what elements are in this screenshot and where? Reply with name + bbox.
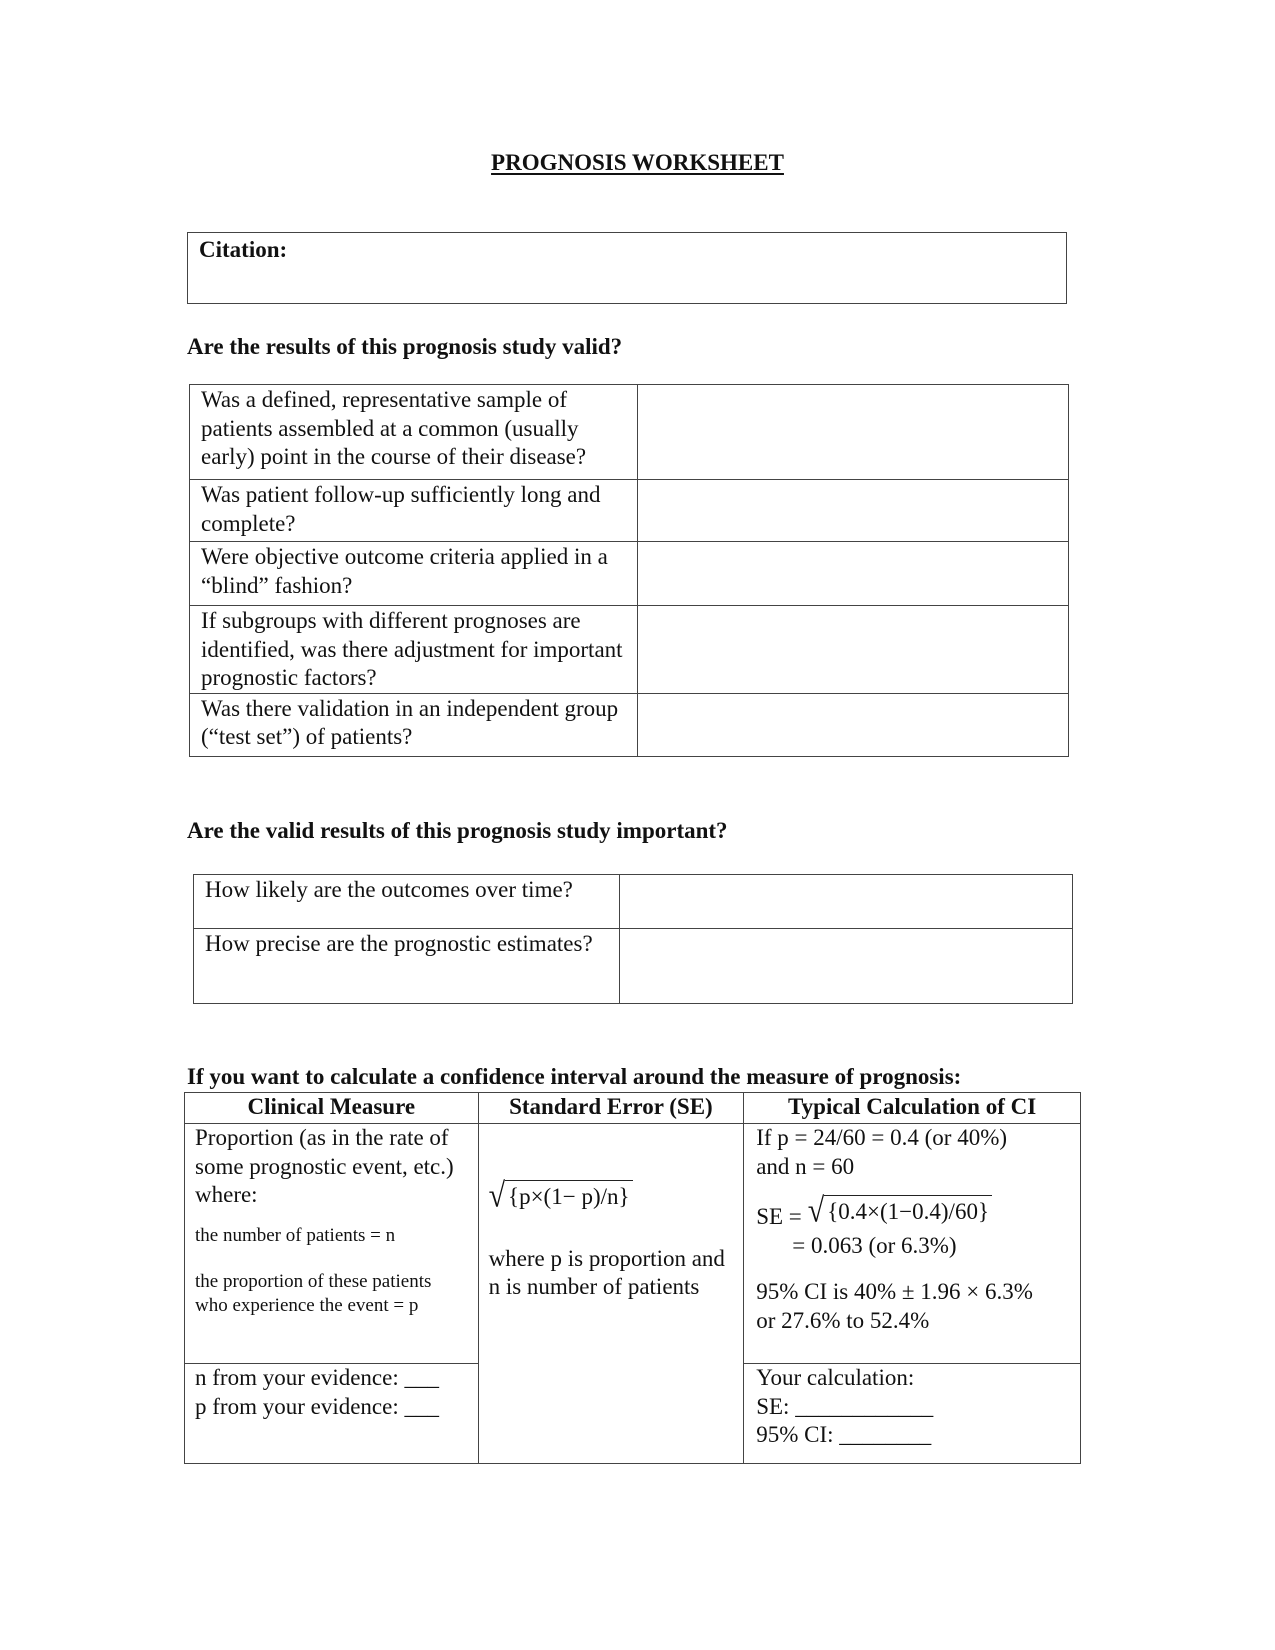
se-formula: √ {p×(1− p)/n} [489, 1180, 633, 1212]
answer-cell[interactable] [619, 929, 1072, 1004]
validity-question: Was a defined, representative sample of patients assembled at a common (usually early) point in the course of their disease? [190, 385, 638, 480]
table-row [190, 385, 1069, 480]
table-row [190, 606, 1069, 694]
answer-cell[interactable] [637, 480, 1068, 542]
column-header: Clinical Measure [185, 1093, 479, 1124]
n-definition: the number of patients = n [195, 1224, 396, 1246]
table-row [190, 480, 1069, 542]
p-definition: the proportion of these patients who experience the event = p [195, 1270, 432, 1316]
column-header: Standard Error (SE) [478, 1093, 744, 1124]
answer-cell[interactable] [637, 385, 1068, 480]
answer-cell[interactable] [637, 606, 1068, 694]
validity-question: If subgroups with different prognoses are identified, was there adjustment for important prognostic factors? [190, 606, 638, 694]
table-row [190, 542, 1069, 606]
ci-table [184, 1092, 1081, 1464]
validity-question: Were objective outcome criteria applied in a “blind” fashion? [190, 542, 638, 606]
importance-question: How likely are the outcomes over time? [194, 875, 620, 929]
se-explanation: where p is proportion and n is number of patients [488, 1245, 725, 1299]
table-header-row [185, 1093, 1081, 1124]
citation-box[interactable] [187, 232, 1067, 304]
answer-cell[interactable] [637, 542, 1068, 606]
calc-line2: and n = 60 [756, 1153, 855, 1179]
se-blank[interactable]: SE: ____________ [756, 1393, 934, 1419]
table-row [190, 693, 1069, 756]
validity-heading: Are the results of this prognosis study valid? [187, 334, 623, 359]
table-row [185, 1124, 1081, 1364]
validity-question: Was patient follow-up sufficiently long and complete? [190, 480, 638, 542]
table-row [194, 929, 1073, 1004]
evidence-cell[interactable] [185, 1364, 479, 1464]
p-evidence[interactable]: p from your evidence: ___ [195, 1393, 439, 1419]
importance-heading: Are the valid results of this prognosis study important? [187, 818, 728, 843]
calc-se-row [756, 1191, 1068, 1232]
importance-question: How precise are the prognostic estimates? [194, 929, 620, 1004]
calc-se-formula: √ {0.4×(1−0.4)/60} [808, 1195, 992, 1227]
validity-question: Was there validation in an independent group (“test set”) of patients? [190, 693, 638, 756]
calc-line1: If p = 24/60 = 0.4 (or 40%) [756, 1125, 1008, 1150]
column-header: Typical Calculation of CI [744, 1093, 1081, 1124]
your-calc-label: Your calculation: [756, 1365, 915, 1390]
square-root-icon: √ [488, 1176, 506, 1215]
page-title: PROGNOSIS WORKSHEET [491, 150, 784, 175]
calc-se-label: SE = [756, 1204, 802, 1229]
calc-se-result: = 0.063 (or 6.3%) [792, 1232, 957, 1258]
square-root-icon: √ [807, 1191, 825, 1230]
answer-cell[interactable] [637, 693, 1068, 756]
answer-cell[interactable] [619, 875, 1072, 929]
calc-ci-line2: or 27.6% to 52.4% [756, 1307, 930, 1333]
validity-table [189, 384, 1069, 757]
ci-heading: If you want to calculate a confidence interval around the measure of prognosis: [187, 1064, 962, 1089]
ci-blank[interactable]: 95% CI: ________ [756, 1422, 932, 1447]
clinical-measure-cell [185, 1124, 479, 1364]
calc-ci-line1: 95% CI is 40% ± 1.96 × 6.3% [756, 1279, 1033, 1304]
clinical-measure-intro: Proportion (as in the rate of some prognostic event, etc.) where: [195, 1125, 454, 1207]
table-row [194, 875, 1073, 929]
importance-table [193, 874, 1073, 1004]
your-calc-cell[interactable] [744, 1364, 1081, 1464]
citation-label: Citation: [199, 237, 288, 262]
standard-error-cell [478, 1124, 744, 1464]
typical-calc-cell [744, 1124, 1081, 1364]
n-evidence[interactable]: n from your evidence: ___ [195, 1365, 439, 1390]
